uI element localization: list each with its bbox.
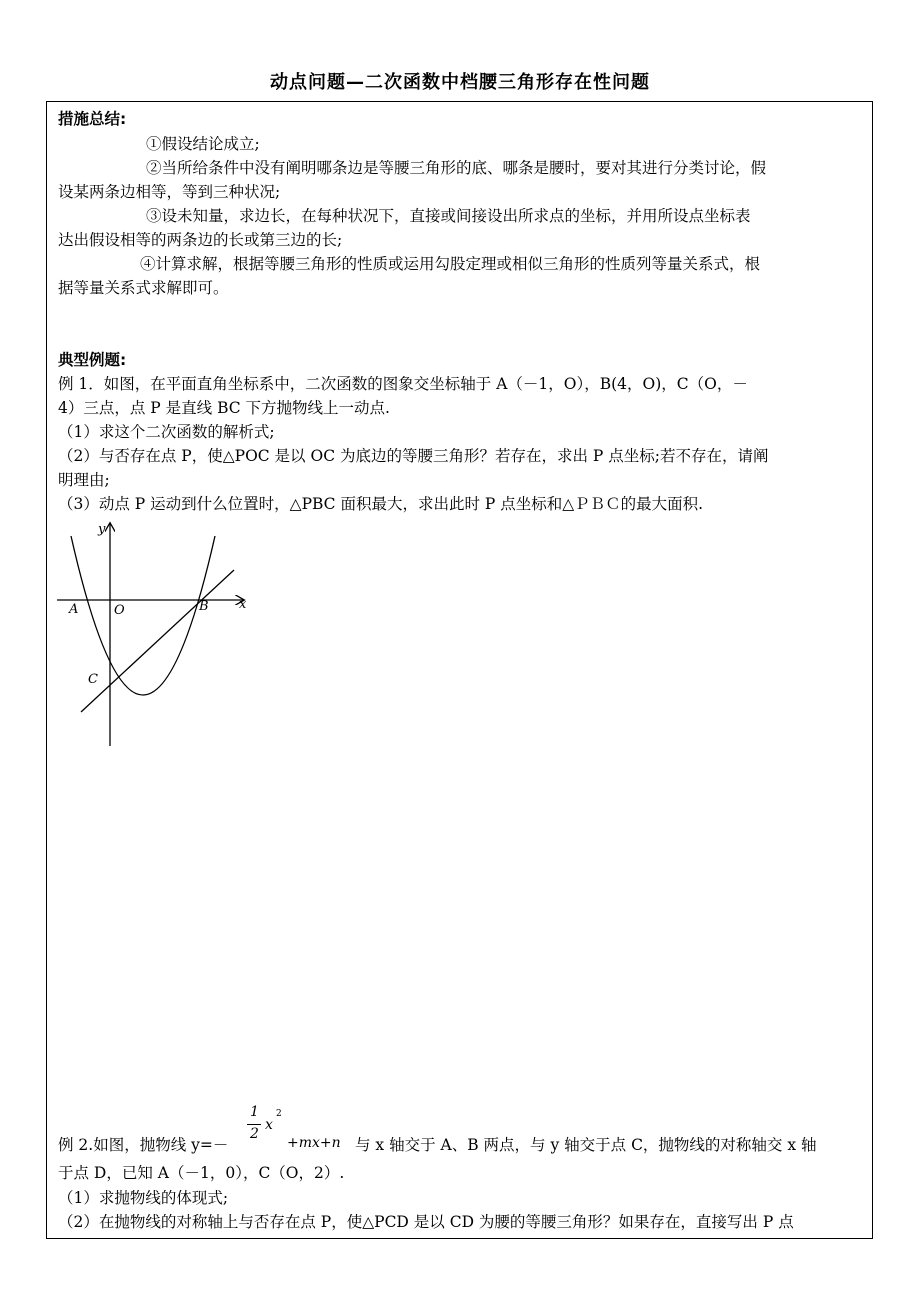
point-c-label: C <box>88 672 98 687</box>
example-2-line-1-end: 与 x 轴交于 A、B 两点，与 y 轴交于点 C，抛物线的对称轴交 x 轴 <box>355 1136 817 1154</box>
fraction-exponent: 2 <box>276 1109 282 1119</box>
example-1-figure <box>55 518 255 750</box>
example-1-line-2: 4）三点，点 P 是直线 BC 下方抛物线上一动点. <box>58 399 390 417</box>
summary-step-1: ①假设结论成立; <box>146 135 260 153</box>
fraction-bar <box>247 1124 261 1125</box>
summary-heading: 措施总结: <box>58 110 127 128</box>
example-1-question-2-line-1: （2）与否存在点 P，使△POC 是以 OC 为底边的等腰三角形？若存在，求出 P 点坐标;若不存在，请阐 <box>58 447 769 465</box>
example-1-question-1: （1）求这个二次函数的解析式; <box>58 423 275 441</box>
y-axis-label: y <box>98 522 106 537</box>
fraction-variable: x <box>265 1117 273 1133</box>
example-2-expression: +mx+n <box>287 1135 341 1151</box>
example-2-line-2: 于点 D，已知 A（－1，0），C（O，2）. <box>58 1164 345 1182</box>
summary-step-4-line-1: ④计算求解，根据等腰三角形的性质或运用勾股定理或相似三角形的性质列等量关系式，根 <box>140 255 761 273</box>
origin-label: O <box>114 603 125 618</box>
fraction-numerator: 1 <box>250 1104 259 1120</box>
x-axis-label: x <box>239 597 247 612</box>
fraction-denominator: 2 <box>250 1126 259 1142</box>
summary-step-3-line-1: ③设未知量，求边长，在每种状况下，直接或间接设出所求点的坐标，并用所设点坐标表 <box>146 207 751 225</box>
examples-heading: 典型例题: <box>58 351 127 369</box>
example-1-question-3: （3）动点 P 运动到什么位置时，△PBC 面积最大，求出此时 P 点坐标和△ＰＢＣ的最大面积. <box>58 495 704 513</box>
example-2-line-1-start: 例 2.如图，抛物线 y=－ <box>58 1136 229 1154</box>
example-2-question-2: （2）在抛物线的对称轴上与否存在点 P，使△PCD 是以 CD 为腰的等腰三角形？如果存在，直接写出 P 点 <box>58 1213 794 1231</box>
point-a-label: A <box>69 602 79 617</box>
line-bc <box>81 570 234 712</box>
summary-step-3-line-2: 达出假设相等的两条边的长或第三边的长; <box>58 231 343 249</box>
summary-step-4-line-2: 据等量关系式求解即可。 <box>58 279 229 297</box>
example-1-question-2-line-2: 明理由; <box>58 471 110 489</box>
summary-step-2-line-1: ②当所给条件中没有阐明哪条边是等腰三角形的底、哪条是腰时，要对其进行分类讨论，假 <box>146 159 767 177</box>
example-1-line-1: 例 1．如图，在平面直角坐标系中，二次函数的图象交坐标轴于 A（－1，O），B(4，O)，C（O，－ <box>58 375 748 393</box>
summary-step-2-line-2: 设某两条边相等，等到三种状况; <box>58 183 281 201</box>
point-b-label: B <box>199 599 209 614</box>
example-2-question-1: （1）求抛物线的体现式; <box>58 1189 229 1207</box>
page-title: 动点问题—二次函数中档腰三角形存在性问题 <box>270 72 650 93</box>
